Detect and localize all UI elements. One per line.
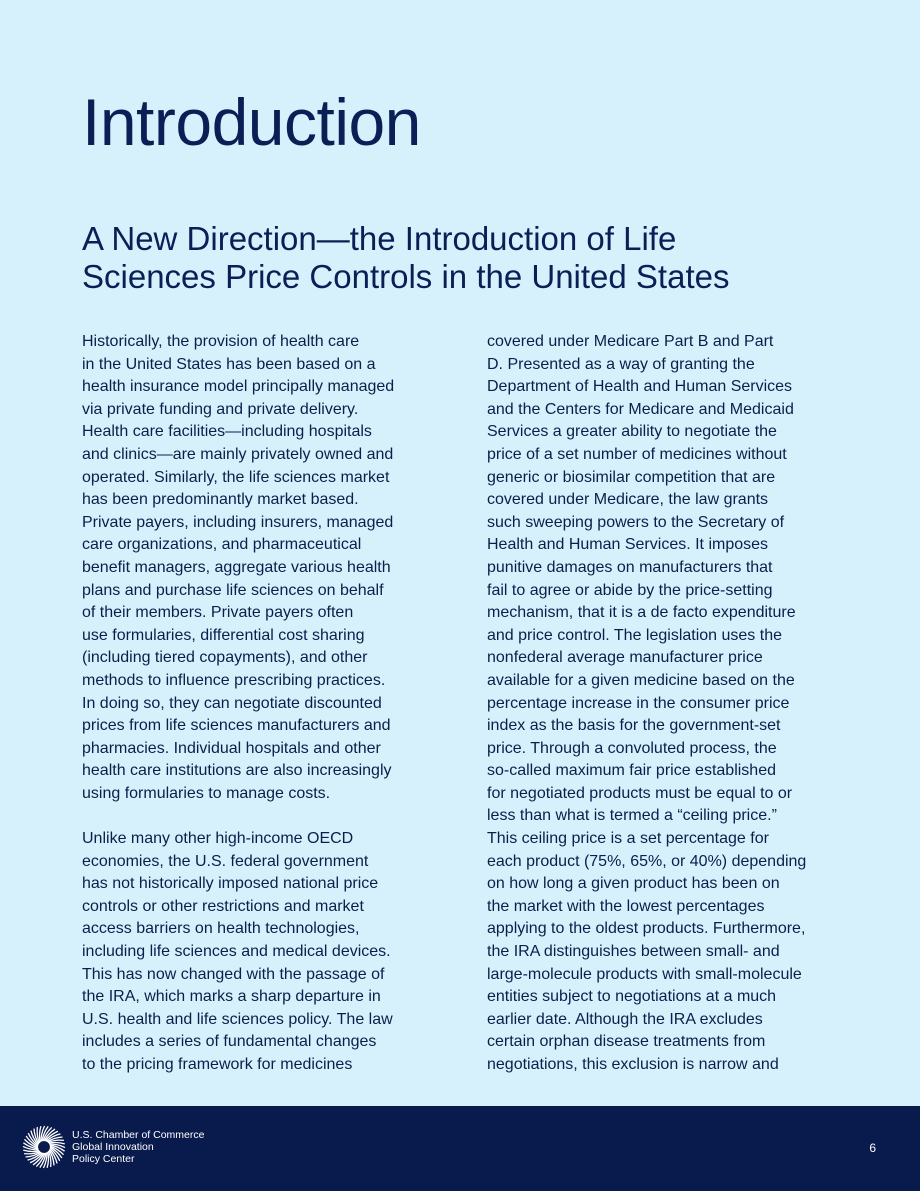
text-line: large-molecule products with small-molecule bbox=[487, 965, 802, 983]
text-line: for negotiated products must be equal to or bbox=[487, 784, 793, 802]
text-line: use formularies, differential cost sharing bbox=[82, 626, 365, 644]
text-line: the market with the lowest percentages bbox=[487, 897, 765, 915]
text-line: so-called maximum fair price established bbox=[487, 762, 776, 780]
text-line: access barriers on health technologies, bbox=[82, 920, 360, 938]
text-line: and price control. The legislation uses the bbox=[487, 626, 782, 644]
text-line: health insurance model principally managed bbox=[82, 378, 395, 396]
section-heading bbox=[82, 220, 842, 296]
text-line: via private funding and private delivery. bbox=[82, 400, 359, 418]
org-name-line: Global Innovation bbox=[72, 1141, 154, 1153]
page-number: 6 bbox=[869, 1141, 876, 1155]
text-line: benefit managers, aggregate various health bbox=[82, 558, 391, 576]
right-column bbox=[487, 331, 847, 1077]
text-line: health care institutions are also increasingly bbox=[82, 762, 392, 780]
text-line: prices from life sciences manufacturers and bbox=[82, 717, 391, 735]
text-line: price. Through a convoluted process, the bbox=[487, 739, 777, 757]
text-line: and clinics—are mainly privately owned and bbox=[82, 445, 394, 463]
text-line: the IRA, which marks a sharp departure in bbox=[82, 988, 381, 1006]
paragraph bbox=[487, 331, 847, 1077]
text-line: earlier date. Although the IRA excludes bbox=[487, 1010, 763, 1028]
text-line: to the pricing framework for medicines bbox=[82, 1056, 353, 1073]
text-line: Historically, the provision of health care bbox=[82, 333, 360, 350]
text-line: has been predominantly market based. bbox=[82, 491, 359, 509]
text-line: on how long a given product has been on bbox=[487, 875, 780, 893]
text-line: each product (75%, 65%, or 40%) depending bbox=[487, 852, 807, 870]
text-line: Unlike many other high-income OECD bbox=[82, 830, 354, 848]
text-line: percentage increase in the consumer price bbox=[487, 694, 790, 712]
org-name-line: U.S. Chamber of Commerce bbox=[72, 1129, 205, 1141]
text-line: Private payers, including insurers, managed bbox=[82, 513, 394, 531]
section-heading-line: A New Direction—the Introduction of Life bbox=[82, 220, 677, 257]
text-line: negotiations, this exclusion is narrow and bbox=[487, 1056, 779, 1073]
text-line: In doing so, they can negotiate discounted bbox=[82, 694, 382, 712]
left-column bbox=[82, 331, 442, 1077]
page-title: Introduction bbox=[82, 85, 421, 159]
text-line: applying to the oldest products. Furthermore, bbox=[487, 920, 806, 938]
text-line: using formularies to manage costs. bbox=[82, 784, 331, 802]
text-line: index as the basis for the government-set bbox=[487, 717, 781, 735]
text-line: punitive damages on manufacturers that bbox=[487, 558, 773, 576]
text-line: such sweeping powers to the Secretary of bbox=[487, 513, 785, 531]
text-line: available for a given medicine based on the bbox=[487, 671, 795, 689]
text-line: entities subject to negotiations at a much bbox=[487, 988, 777, 1006]
text-line: plans and purchase life sciences on behalf bbox=[82, 581, 384, 599]
text-line: price of a set number of medicines without bbox=[487, 445, 787, 463]
text-line: including life sciences and medical devices. bbox=[82, 943, 391, 961]
text-line: Health and Human Services. It imposes bbox=[487, 536, 769, 554]
text-line: nonfederal average manufacturer price bbox=[487, 649, 763, 667]
text-line: methods to influence prescribing practices. bbox=[82, 671, 386, 689]
text-line: This has now changed with the passage of bbox=[82, 965, 385, 983]
text-line: in the United States has been based on a bbox=[82, 355, 376, 373]
text-line: and the Centers for Medicare and Medicaid bbox=[487, 400, 794, 418]
text-line: covered under Medicare, the law grants bbox=[487, 491, 769, 509]
text-line: controls or other restrictions and market bbox=[82, 897, 364, 915]
footer bbox=[0, 1106, 920, 1191]
section-heading-line: Sciences Price Controls in the United States bbox=[82, 258, 730, 295]
text-line: the IRA distinguishes between small- and bbox=[487, 943, 780, 961]
paragraph bbox=[82, 828, 442, 1077]
text-line: covered under Medicare Part B and Part bbox=[487, 333, 774, 350]
text-line: less than what is termed a “ceiling price.” bbox=[487, 807, 777, 825]
text-line: fail to agree or abide by the price-setting bbox=[487, 581, 773, 599]
text-line: mechanism, that it is a de facto expenditure bbox=[487, 604, 796, 622]
text-line: includes a series of fundamental changes bbox=[82, 1033, 377, 1051]
text-line: care organizations, and pharmaceutical bbox=[82, 536, 362, 554]
text-line: pharmacies. Individual hospitals and other bbox=[82, 739, 381, 757]
text-line: D. Presented as a way of granting the bbox=[487, 355, 755, 373]
starburst-logo-icon bbox=[22, 1125, 66, 1169]
text-line: Health care facilities—including hospitals bbox=[82, 423, 372, 441]
text-line: economies, the U.S. federal government bbox=[82, 852, 369, 870]
text-line: certain orphan disease treatments from bbox=[487, 1033, 766, 1051]
org-name-line: Policy Center bbox=[72, 1153, 135, 1165]
text-line: Services a greater ability to negotiate the bbox=[487, 423, 777, 441]
text-line: of their members. Private payers often bbox=[82, 604, 354, 622]
text-line: (including tiered copayments), and other bbox=[82, 649, 368, 667]
text-line: Department of Health and Human Services bbox=[487, 378, 793, 396]
text-line: U.S. health and life sciences policy. The law bbox=[82, 1010, 393, 1028]
text-line: generic or biosimilar competition that are bbox=[487, 468, 776, 486]
text-line: operated. Similarly, the life sciences market bbox=[82, 468, 390, 486]
text-line: has not historically imposed national price bbox=[82, 875, 379, 893]
text-line: This ceiling price is a set percentage for bbox=[487, 830, 769, 848]
paragraph bbox=[82, 331, 442, 805]
org-name bbox=[72, 1129, 204, 1165]
